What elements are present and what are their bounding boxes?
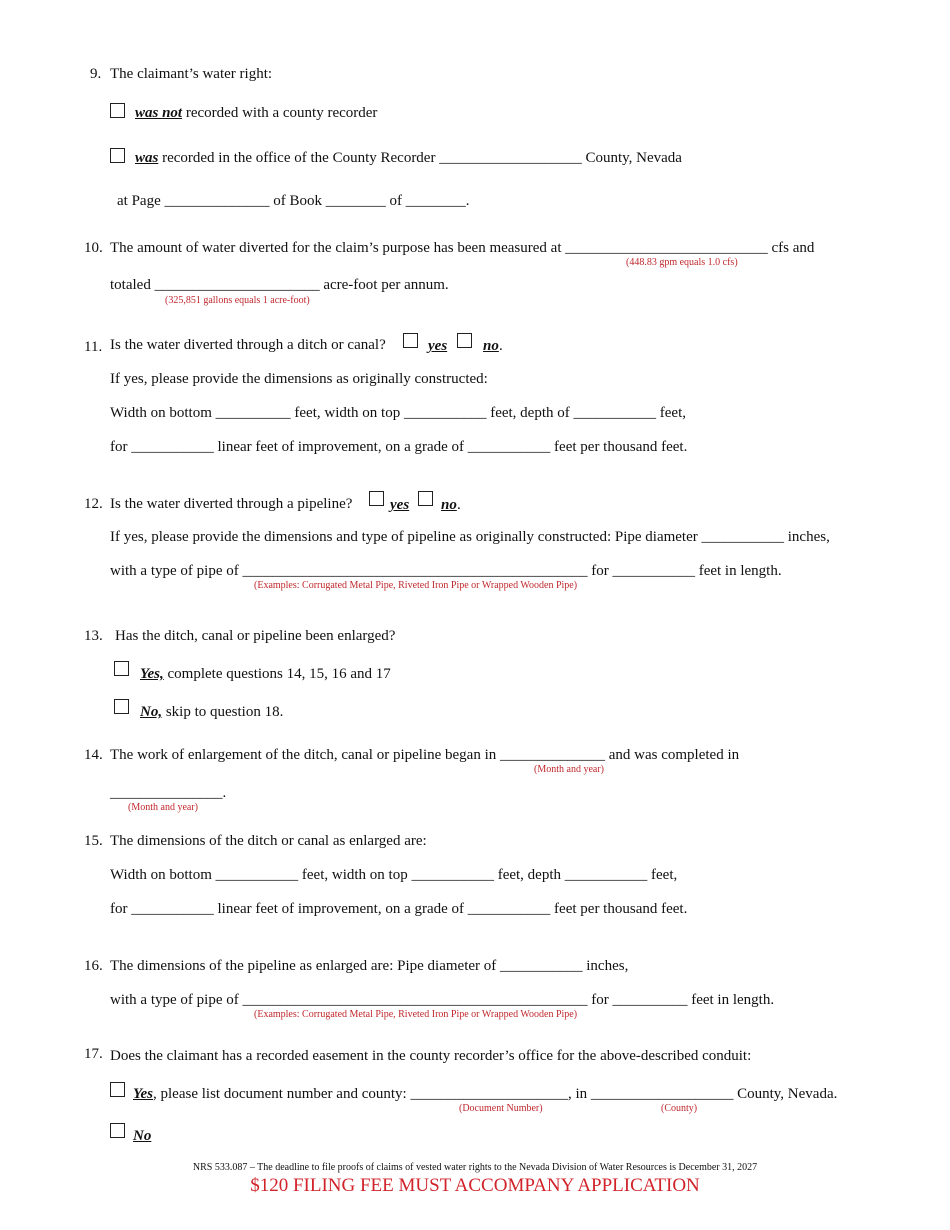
q9-was-not-text: recorded with a county recorder: [185, 105, 378, 121]
q12-text: Is the water diverted through a pipeline?: [110, 496, 353, 512]
q14-completed-note: (Month and year): [128, 802, 198, 813]
q15-line1: The dimensions of the ditch or canal as enlarged are:: [110, 833, 427, 849]
q12-period: .: [457, 497, 461, 513]
q9-number: 9.: [90, 66, 102, 82]
q11-line3: Width on bottom __________ feet, width on top ___________ feet, depth of ___________ feet,: [110, 405, 686, 421]
q11-period: .: [499, 338, 503, 354]
q15-line3: for ___________ linear feet of improvement, on a grade of ___________ feet per thousand feet.: [110, 901, 688, 917]
q17-yes-text: , please list document number and county: _____________________, in ___________________ County, Nevada.: [153, 1086, 838, 1102]
q12-pipe-examples-note: (Examples: Corrugated Metal Pipe, Riveted Iron Pipe or Wrapped Wooden Pipe): [254, 580, 578, 591]
q11-number: 11.: [84, 339, 103, 355]
q9-was-emphasis: was: [135, 150, 159, 166]
q17-no-checkbox[interactable]: [110, 1123, 125, 1138]
q10-cfs-note: (448.83 gpm equals 1.0 cfs): [626, 257, 738, 268]
q13-text: Has the ditch, canal or pipeline been enlarged?: [115, 628, 396, 644]
q15-number: 15.: [84, 833, 103, 849]
q13-no-text: skip to question 18.: [165, 704, 284, 720]
q11-line4: for ___________ linear feet of improvement, on a grade of ___________ feet per thousand feet.: [110, 439, 688, 455]
q13-number: 13.: [84, 628, 103, 644]
q12-no-label: no: [441, 497, 457, 513]
q10-acre-foot-note: (325,851 gallons equals 1 acre-foot): [165, 295, 310, 306]
q14-began-note: (Month and year): [534, 764, 604, 775]
q9-option-was: [135, 149, 682, 167]
q14-number: 14.: [84, 747, 103, 763]
footer-nrs-deadline: NRS 533.087 – The deadline to file proofs of claims of vested water rights to the Nevada Division of Water Resources is December 31, 2027: [192, 1162, 758, 1173]
q13-yes-checkbox[interactable]: [114, 661, 129, 676]
q17-text: Does the claimant has a recorded easement in the county recorder’s office for the above-described conduit:: [110, 1048, 752, 1064]
q12-yes-checkbox[interactable]: [369, 491, 384, 506]
q10-line2: totaled ______________________ acre-foot per annum.: [110, 277, 449, 293]
q16-line1: The dimensions of the pipeline as enlarged are: Pipe diameter of ___________ inches,: [110, 958, 629, 974]
q13-no-checkbox[interactable]: [114, 699, 129, 714]
q9-text: The claimant’s water right:: [110, 66, 273, 82]
q9-was-checkbox[interactable]: [110, 148, 125, 163]
q17-county-note: (County): [661, 1103, 698, 1114]
q12-line3: with a type of pipe of ______________________________________________ for ___________ feet in length.: [110, 563, 782, 579]
q11-yes-checkbox[interactable]: [403, 333, 418, 348]
q9-was-not-emphasis: was not: [135, 105, 183, 121]
q10-line1: The amount of water diverted for the claim’s purpose has been measured at ___________________________ cfs and: [110, 240, 815, 256]
q13-yes-emphasis: Yes,: [140, 666, 164, 682]
q13-option-yes: [140, 665, 391, 683]
q9-was-text: recorded in the office of the County Recorder ___________________ County, Nevada: [162, 150, 682, 166]
q17-option-yes: [133, 1085, 837, 1103]
q12-no-checkbox[interactable]: [418, 491, 433, 506]
q11-yes-label: yes: [428, 338, 448, 354]
q14-line2: _______________.: [110, 785, 227, 801]
q12-line2: If yes, please provide the dimensions and type of pipeline as originally constructed: Pipe diameter ___________ inches,: [110, 529, 830, 545]
q16-number: 16.: [84, 958, 103, 974]
q10-number: 10.: [84, 240, 103, 256]
q13-option-no: [140, 703, 283, 721]
q14-line1: The work of enlargement of the ditch, canal or pipeline began in ______________ and was completed in: [110, 747, 740, 763]
q12-number: 12.: [84, 496, 103, 512]
q16-line2: with a type of pipe of ______________________________________________ for __________ feet in length.: [110, 992, 775, 1008]
q17-yes-emphasis: Yes: [133, 1086, 153, 1102]
q16-pipe-examples-note: (Examples: Corrugated Metal Pipe, Riveted Iron Pipe or Wrapped Wooden Pipe): [254, 1009, 578, 1020]
footer-filing-fee: $120 FILING FEE MUST ACCOMPANY APPLICATION: [250, 1175, 700, 1196]
q11-no-label: no: [483, 338, 499, 354]
q9-page-book-line: at Page ______________ of Book ________ of ________.: [117, 193, 470, 209]
q13-yes-text: complete questions 14, 15, 16 and 17: [167, 666, 391, 682]
q17-document-number-note: (Document Number): [459, 1103, 543, 1114]
q12-yes-label: yes: [390, 497, 410, 513]
q11-text: Is the water diverted through a ditch or canal?: [110, 337, 386, 353]
q9-option-was-not: [135, 104, 377, 122]
q11-line2: If yes, please provide the dimensions as originally constructed:: [110, 371, 488, 387]
q17-number: 17.: [84, 1046, 103, 1062]
q9-was-not-checkbox[interactable]: [110, 103, 125, 118]
q13-no-emphasis: No,: [140, 704, 163, 720]
q11-no-checkbox[interactable]: [457, 333, 472, 348]
q15-line2: Width on bottom ___________ feet, width on top ___________ feet, depth ___________ feet,: [110, 867, 678, 883]
q17-no-label: No: [133, 1128, 152, 1144]
q17-yes-checkbox[interactable]: [110, 1082, 125, 1097]
